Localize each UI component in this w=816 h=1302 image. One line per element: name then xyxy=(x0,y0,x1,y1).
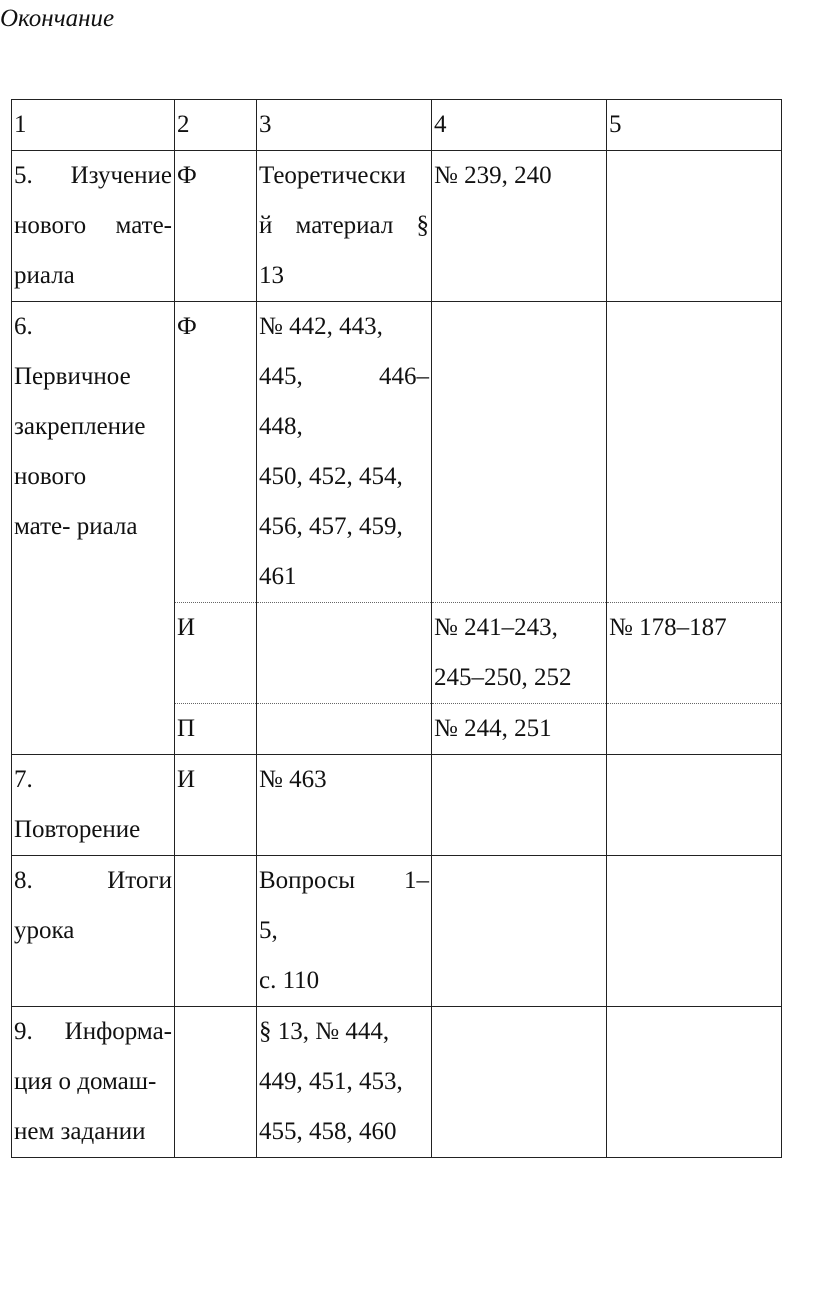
table-row xyxy=(12,856,782,1007)
stage-cell: 6. Первичное закрепление нового мате- риала xyxy=(12,302,175,755)
form-cell xyxy=(175,856,257,1007)
form-cell: Ф xyxy=(175,302,257,603)
form-cell: П xyxy=(175,704,257,755)
textbook-cell: № 463 xyxy=(257,755,432,856)
extra-cell xyxy=(607,1007,782,1158)
table-row xyxy=(12,151,782,302)
table-row xyxy=(12,755,782,856)
textbook-cell: § 13, № 444, 449, 451, 453, 455, 458, 460 xyxy=(257,1007,432,1158)
extra-cell xyxy=(607,151,782,302)
cell-line: 8. Итоги xyxy=(14,867,172,894)
stage-cell: 7. Повторение xyxy=(12,755,175,856)
cell-line: нового мате- xyxy=(14,212,172,239)
textbook-cell xyxy=(257,603,432,704)
lesson-table xyxy=(11,99,782,1158)
form-cell: И xyxy=(175,603,257,704)
textbook-cell: № 442, 443, 445, 446– 448, 450, 452, 454, 456, 457, 459, 461 xyxy=(257,302,432,603)
workbook-cell xyxy=(432,302,607,603)
stage-cell: 8. Итоги урока xyxy=(12,856,175,1007)
form-cell: Ф xyxy=(175,151,257,302)
stage-cell: 9. Информа- ция о домаш- нем задании xyxy=(12,1007,175,1158)
header-cell-3: 3 xyxy=(257,100,432,151)
header-cell-2: 2 xyxy=(175,100,257,151)
cell-line: 5. Изучение xyxy=(14,162,172,189)
workbook-cell xyxy=(432,856,607,1007)
table-header-row xyxy=(12,100,782,151)
workbook-cell: № 241–243, 245–250, 252 xyxy=(432,603,607,704)
workbook-cell xyxy=(432,755,607,856)
textbook-cell xyxy=(257,704,432,755)
header-cell-5: 5 xyxy=(607,100,782,151)
workbook-cell: № 239, 240 xyxy=(432,151,607,302)
table-row xyxy=(12,1007,782,1158)
cell-line: 9. Информа- xyxy=(14,1018,172,1045)
table-row xyxy=(12,302,782,603)
header-cell-1: 1 xyxy=(12,100,175,151)
workbook-cell: № 244, 251 xyxy=(432,704,607,755)
extra-cell xyxy=(607,856,782,1007)
form-cell xyxy=(175,1007,257,1158)
extra-cell xyxy=(607,755,782,856)
page-title: Окончание xyxy=(0,5,115,32)
extra-cell xyxy=(607,704,782,755)
form-cell: И xyxy=(175,755,257,856)
textbook-cell: Вопросы 1– 5, с. 110 xyxy=(257,856,432,1007)
cell-line: й материал § xyxy=(259,212,429,239)
extra-cell xyxy=(607,302,782,603)
stage-cell: 5. Изучение нового мате- риала xyxy=(12,151,175,302)
extra-cell: № 178–187 xyxy=(607,603,782,704)
textbook-cell: Теоретически й материал § 13 xyxy=(257,151,432,302)
cell-line: Вопросы 1– xyxy=(259,867,429,894)
cell-line: 445, 446– xyxy=(259,363,429,390)
header-cell-4: 4 xyxy=(432,100,607,151)
workbook-cell xyxy=(432,1007,607,1158)
